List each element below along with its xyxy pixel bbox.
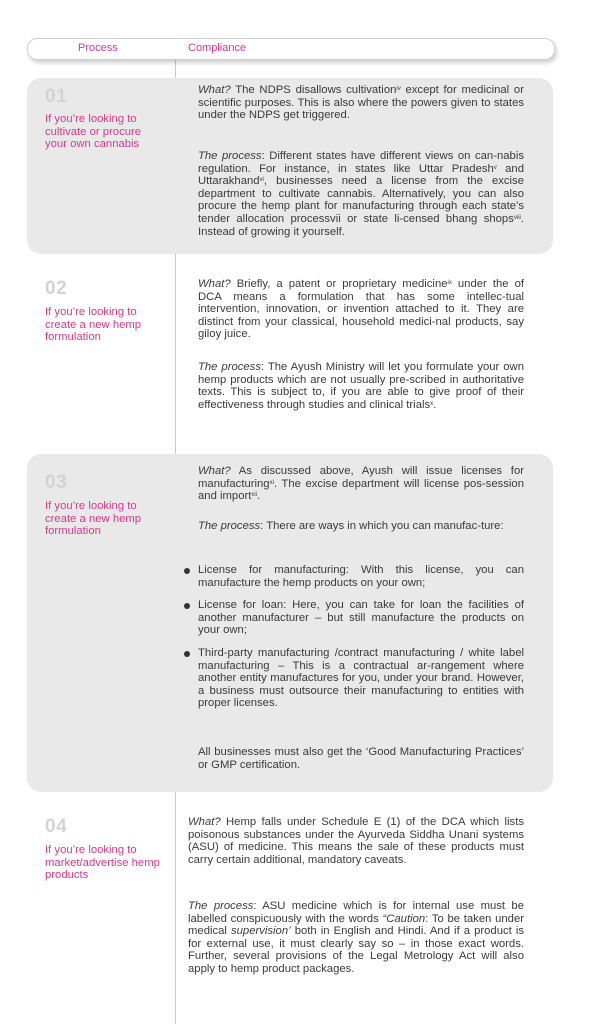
process-text: : To be taken under medical <box>188 912 525 938</box>
footnote-ref: viii <box>513 214 521 221</box>
what-text: Briefly, a patent or proprietary medicine <box>230 278 448 290</box>
list-item <box>184 564 524 589</box>
what-label: What? <box>188 816 221 828</box>
process-text: , businesses need a license from the excise department to cultivate cannabis. Alternatively, you can also procure the hemp plant for manufacturing through each state’s tender allocation processvii or state li-censed bhang shops <box>198 175 524 225</box>
what-paragraph <box>188 816 524 866</box>
what-end: . <box>257 490 261 503</box>
process-end: . <box>433 398 437 411</box>
what-label: What? <box>198 465 231 477</box>
process-text: : ASU medicine which is for internal use must be labelled conspicuously with the words <box>188 900 524 925</box>
what-paragraph <box>198 84 524 122</box>
section-title: If you’re looking to create a new hemp formulation <box>45 306 142 344</box>
what-text: Hemp falls under Schedule E (1) of the DCA which lists poisonous substances under the Ayurveda Siddha Unani systems (ASU) of medicine. This means the sale of these products must carry certain additional, mandatory caveats. <box>188 816 524 866</box>
process-text: : The Ayush Ministry will let you formulate your own hemp products which are not usually pre-scribed in authoritative texts. This is subject to, if you are able to give proof of their effectiveness through studies and clinical trials <box>198 361 524 411</box>
quote-text: “Caution <box>382 912 426 925</box>
section-title: If you’re looking to cultivate or procure your own cannabis <box>45 113 142 151</box>
section-number: 03 <box>45 472 68 493</box>
what-text-rest: except for medicinal or scientific purposes. This is also where the powers given to states under the NDPS get triggered. <box>198 84 524 122</box>
section-number: 01 <box>45 86 68 107</box>
list-item-text: License for manufacturing: With this license, you can manufacture the hemp products on your own; <box>198 564 524 589</box>
what-text-rest: under the of DCA means a formulation that has some intellec-tual intervention, innovation, or invention attached to it. They are distinct from your classical, household medici-nal products, say giloy juice. <box>198 278 524 341</box>
header-compliance: Compliance <box>188 42 247 54</box>
section-number: 04 <box>45 816 68 837</box>
process-paragraph <box>198 520 524 533</box>
bullet-icon <box>184 603 190 609</box>
header-process: Process <box>78 42 118 54</box>
bullet-icon <box>184 651 190 657</box>
what-paragraph <box>198 278 524 341</box>
list-item-text: License for loan: Here, you can take for loan the facilities of another manufacturer – but still manufacture the products on your own; <box>198 599 524 637</box>
manufacturing-options-list <box>184 564 524 720</box>
what-text-rest: . The excise department will license pos-session and import <box>198 477 524 503</box>
process-text: : There are ways in which you can manufac-ture: <box>260 520 504 532</box>
quote-text: supervision’ <box>230 925 291 938</box>
process-label: The process <box>188 900 254 912</box>
list-item-text: Third-party manufacturing /contract manufacturing / white label manufacturing – This is a contractual ar-rangement where another entity manufactures for you, under your brand. However, a business must outsource their manufacturing to entities with proper licenses. <box>198 646 524 710</box>
process-text: : Different states have different views on can-nabis regulation. For instance, in states like Uttar Pradesh <box>198 150 524 175</box>
bullet-icon <box>184 568 190 574</box>
section-title: If you’re looking to market/advertise hemp products <box>45 844 160 882</box>
what-label: What? <box>198 278 231 290</box>
process-text: both in English and Hindi. And if a product is for external use, it must clearly say so – in those exact words. Further, several provisions of the Legal Metrology Act will also apply to hemp product packages. <box>188 925 524 975</box>
table-header <box>27 38 555 60</box>
footnote-ref: x <box>430 400 434 407</box>
list-item <box>184 647 524 710</box>
footnote-ref: iv <box>396 86 401 92</box>
process-paragraph <box>188 900 524 976</box>
what-paragraph <box>198 465 524 503</box>
footnote-ref: vi <box>259 177 264 184</box>
footnote-ref: v <box>493 164 497 171</box>
process-label: The process <box>198 150 262 162</box>
footnote-ref: xi <box>269 479 274 486</box>
process-label: The process <box>198 520 261 532</box>
footnote-ref: xii <box>251 492 258 499</box>
what-text: The NDPS disallows cultivation <box>230 84 397 96</box>
process-text: and Uttarakhand <box>198 162 524 188</box>
what-text: As discussed above, Ayush will issue licenses for manufacturing <box>198 465 524 490</box>
process-paragraph <box>198 361 524 411</box>
section-number: 02 <box>45 278 68 299</box>
closing-paragraph: All businesses must also get the ‘Good Manufacturing Practices’ or GMP certification. <box>198 746 524 771</box>
what-label: What? <box>198 84 231 96</box>
list-item <box>184 599 524 637</box>
section-title: If you’re looking to create a new hemp formulation <box>45 500 142 538</box>
footnote-ref: ix <box>447 280 452 286</box>
process-text: . Instead of growing it yourself. <box>198 212 524 238</box>
process-label: The process <box>198 361 261 373</box>
process-paragraph <box>198 150 524 238</box>
